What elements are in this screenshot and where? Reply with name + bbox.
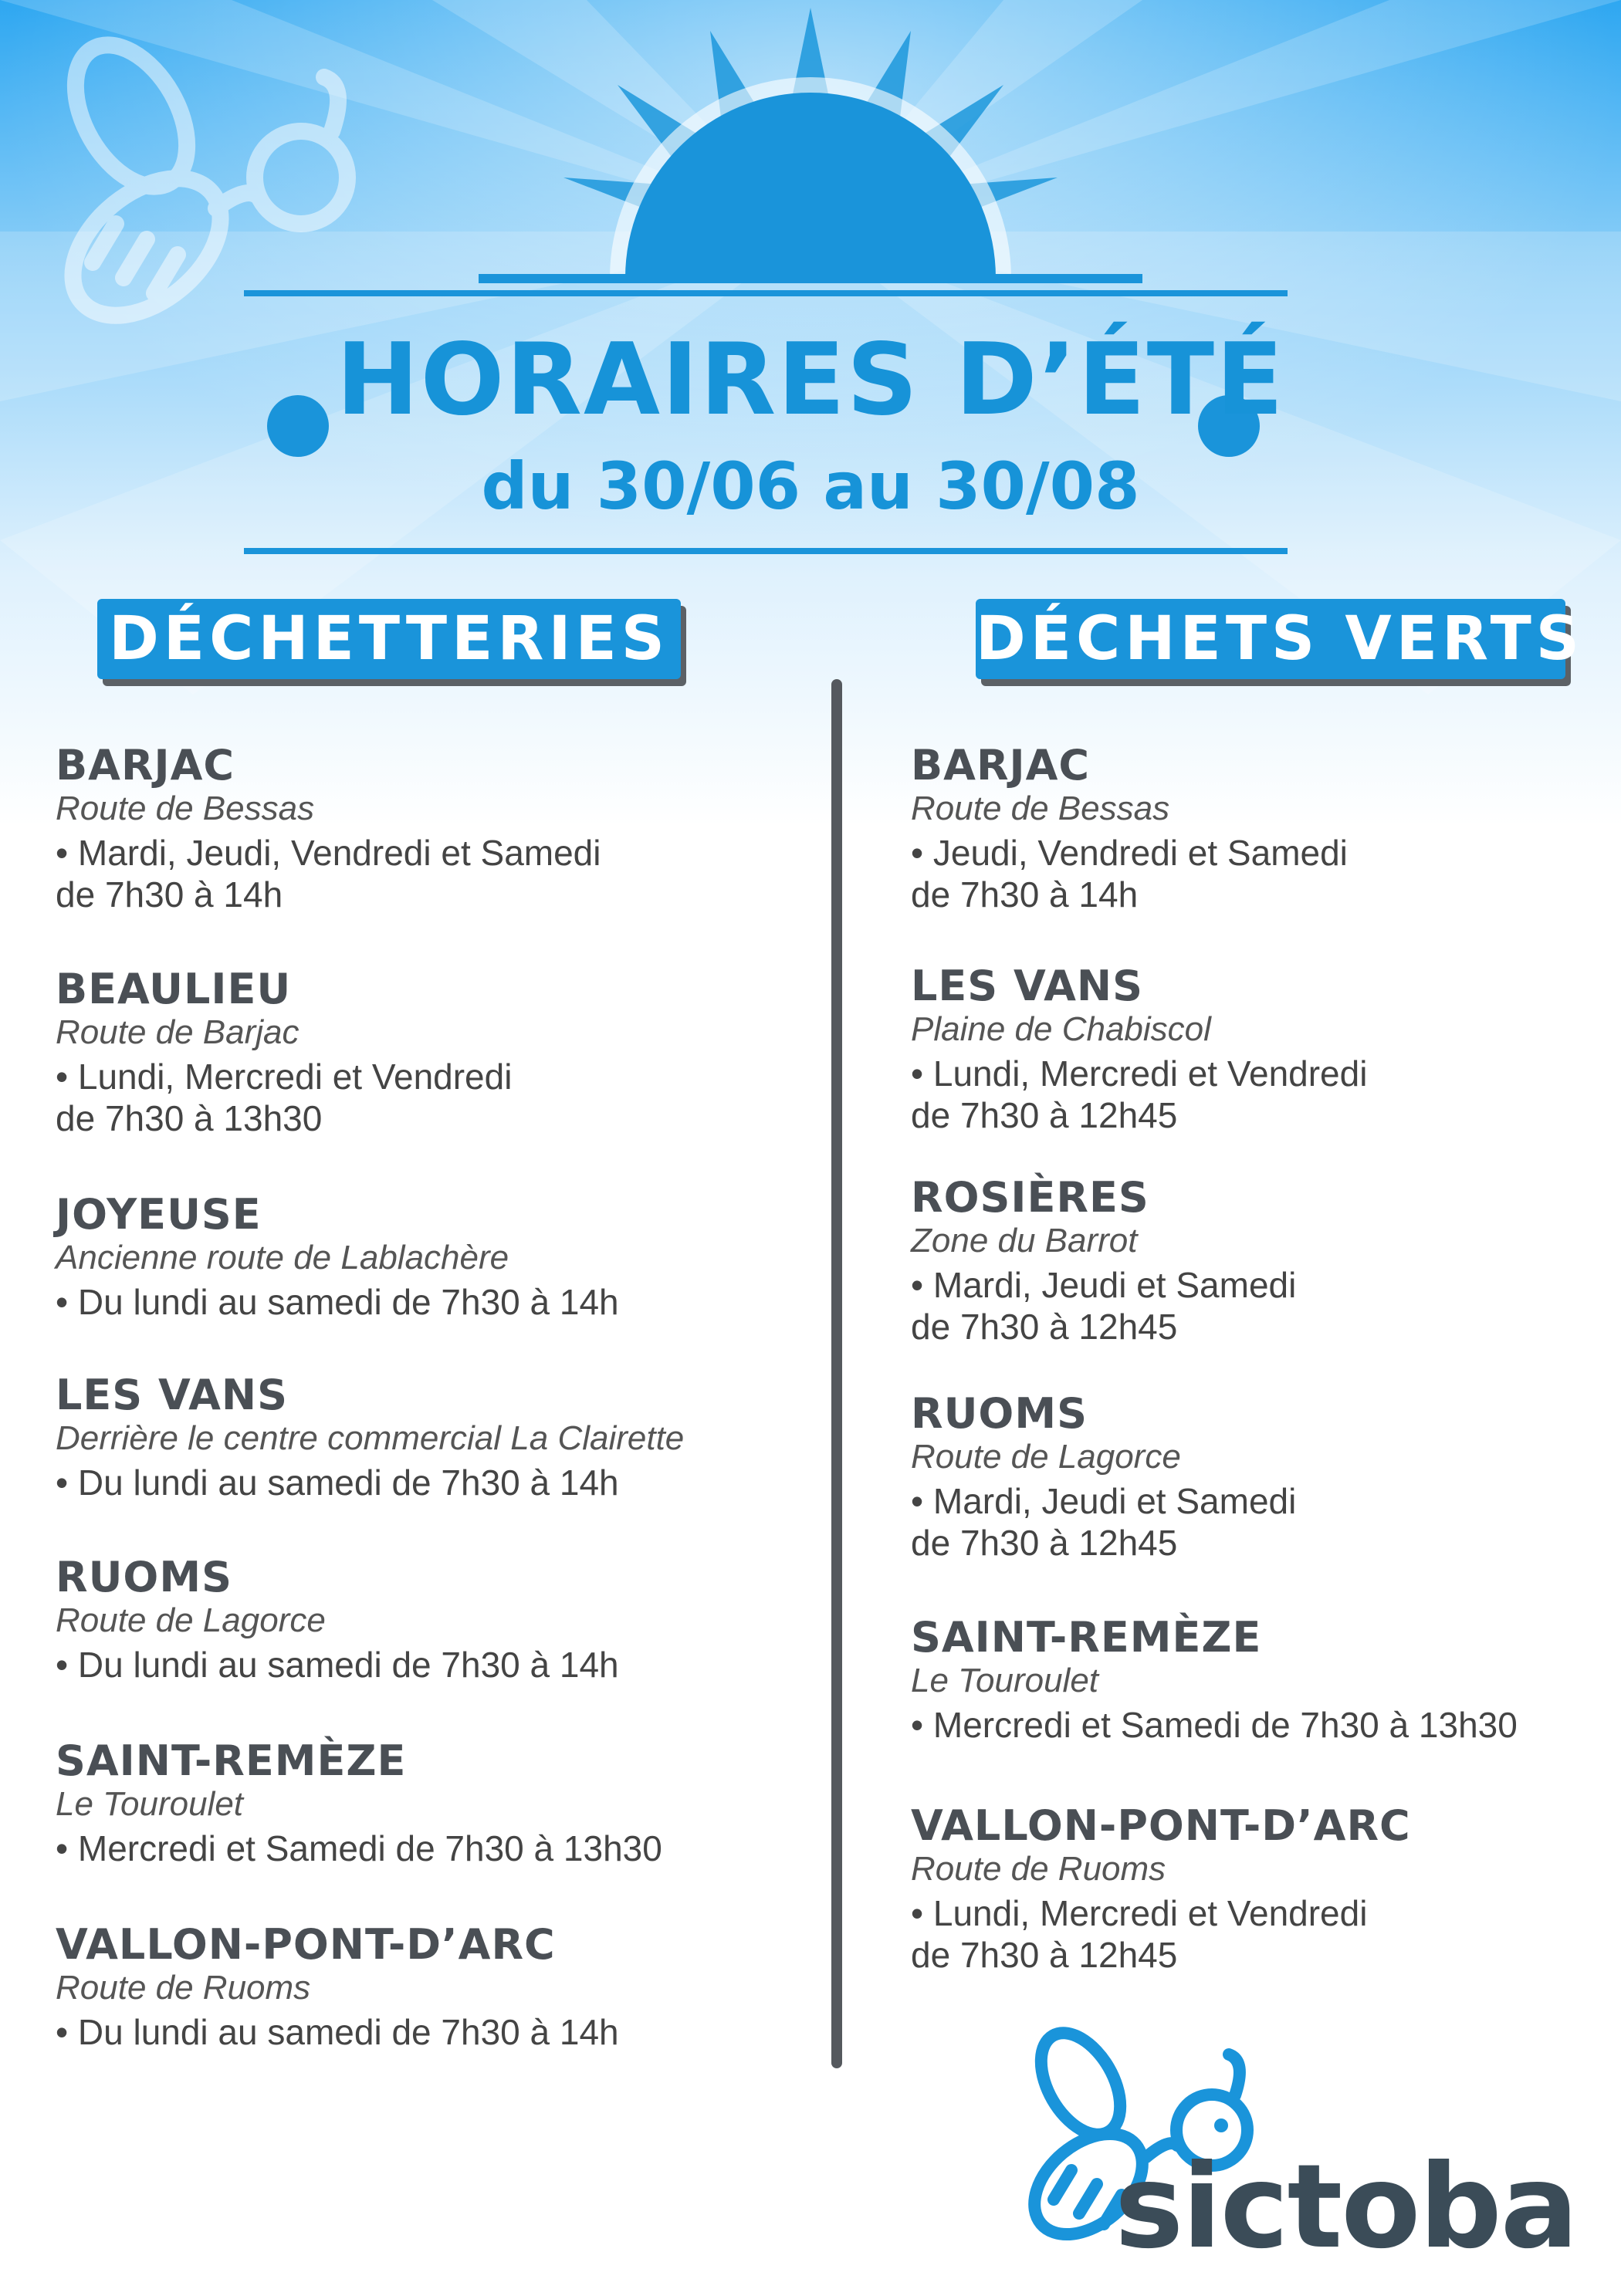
site-saint-remeze <box>911 1613 1621 1746</box>
hours-line: de 7h30 à 14h <box>911 874 1139 915</box>
site-hours <box>56 1644 812 1686</box>
column-divider <box>831 679 842 2068</box>
site-address: Le Touroulet <box>56 1785 244 1823</box>
site-hours <box>911 1704 1621 1746</box>
site-name: ROSIÈRES <box>911 1173 1149 1222</box>
site-beaulieu <box>56 965 812 1139</box>
site-name: LES VANS <box>56 1371 288 1419</box>
hours-line: de 7h30 à 12h45 <box>911 1523 1178 1563</box>
hours-line: • Jeudi, Vendredi et Samedi <box>911 833 1348 873</box>
site-hours <box>56 2011 812 2053</box>
hours-line: • Mardi, Jeudi et Samedi <box>911 1265 1297 1305</box>
site-address: Route de Ruoms <box>56 1969 311 2007</box>
hours-line: • Du lundi au samedi de 7h30 à 14h <box>56 1282 619 1322</box>
site-name: LES VANS <box>911 962 1143 1010</box>
hours-line: de 7h30 à 12h45 <box>911 1935 1178 1975</box>
hours-line: • Mardi, Jeudi et Samedi <box>911 1481 1297 1521</box>
site-vallon-pont-darc <box>911 1801 1621 1976</box>
site-hours <box>56 1056 812 1139</box>
site-saint-remeze <box>56 1736 812 1869</box>
hours-line: • Mercredi et Samedi de 7h30 à 13h30 <box>56 1828 662 1868</box>
hours-line: • Du lundi au samedi de 7h30 à 14h <box>56 1645 619 1685</box>
site-name: RUOMS <box>56 1553 232 1601</box>
site-address: Route de Bessas <box>911 790 1170 827</box>
bee-icon <box>46 31 371 324</box>
site-address: Route de Lagorce <box>56 1601 326 1639</box>
site-address: Route de Ruoms <box>911 1850 1166 1888</box>
hours-line: • Du lundi au samedi de 7h30 à 14h <box>56 1462 619 1503</box>
hours-line: • Lundi, Mercredi et Vendredi <box>911 1053 1368 1094</box>
site-rosieres <box>911 1173 1621 1348</box>
hours-line: de 7h30 à 13h30 <box>56 1098 323 1138</box>
sictoba-logo-text: sictoba <box>1115 2140 1577 2274</box>
site-name: VALLON-PONT-D’ARC <box>56 1920 556 1969</box>
site-name: SAINT-REMÈZE <box>56 1736 407 1785</box>
site-address: Le Touroulet <box>911 1662 1099 1699</box>
hours-line: • Lundi, Mercredi et Vendredi <box>911 1893 1368 1933</box>
site-name: BEAULIEU <box>56 965 292 1013</box>
hours-line: • Lundi, Mercredi et Vendredi <box>56 1057 513 1097</box>
hours-line: • Mercredi et Samedi de 7h30 à 13h30 <box>911 1705 1518 1745</box>
site-name: SAINT-REMÈZE <box>911 1613 1262 1662</box>
site-address: Zone du Barrot <box>911 1222 1138 1260</box>
site-hours <box>56 1828 812 1869</box>
site-joyeuse <box>56 1190 812 1323</box>
site-hours <box>56 1281 812 1323</box>
site-les-vans <box>56 1371 812 1503</box>
site-barjac <box>911 741 1621 915</box>
site-address: Route de Lagorce <box>911 1438 1181 1476</box>
page-title: HORAIRES D’ÉTÉ <box>336 323 1285 438</box>
site-les-vans <box>911 962 1621 1136</box>
hours-line: de 7h30 à 14h <box>56 874 283 915</box>
date-range: du 30/06 au 30/08 <box>481 448 1140 524</box>
site-address: Plaine de Chabiscol <box>911 1010 1211 1048</box>
site-hours <box>911 1480 1621 1564</box>
site-hours <box>56 1462 812 1503</box>
site-ruoms <box>56 1553 812 1686</box>
site-hours <box>911 1053 1621 1136</box>
hours-line: • Du lundi au samedi de 7h30 à 14h <box>56 2012 619 2052</box>
site-address: Route de Barjac <box>56 1013 299 1051</box>
hours-line: • Mardi, Jeudi, Vendredi et Samedi <box>56 833 601 873</box>
heading-dechets-verts: DÉCHETS VERTS <box>976 599 1565 679</box>
site-hours <box>911 1892 1621 1976</box>
site-name: VALLON-PONT-D’ARC <box>911 1801 1411 1850</box>
site-name: BARJAC <box>911 741 1091 790</box>
hours-line: de 7h30 à 12h45 <box>911 1307 1178 1347</box>
site-address: Derrière le centre commercial La Clairette <box>56 1419 685 1457</box>
site-hours <box>56 832 812 915</box>
hours-line: de 7h30 à 12h45 <box>911 1095 1178 1135</box>
site-hours <box>911 832 1621 915</box>
site-address: Ancienne route de Lablachère <box>56 1239 509 1276</box>
site-vallon-pont-darc <box>56 1920 812 2053</box>
heading-dechetteries: DÉCHETTERIES <box>97 599 681 679</box>
site-name: JOYEUSE <box>56 1190 262 1239</box>
site-name: RUOMS <box>911 1389 1088 1438</box>
site-name: BARJAC <box>56 741 235 790</box>
site-ruoms <box>911 1389 1621 1564</box>
site-barjac <box>56 741 812 915</box>
site-hours <box>911 1264 1621 1348</box>
site-address: Route de Bessas <box>56 790 315 827</box>
sun-icon <box>479 0 1142 286</box>
